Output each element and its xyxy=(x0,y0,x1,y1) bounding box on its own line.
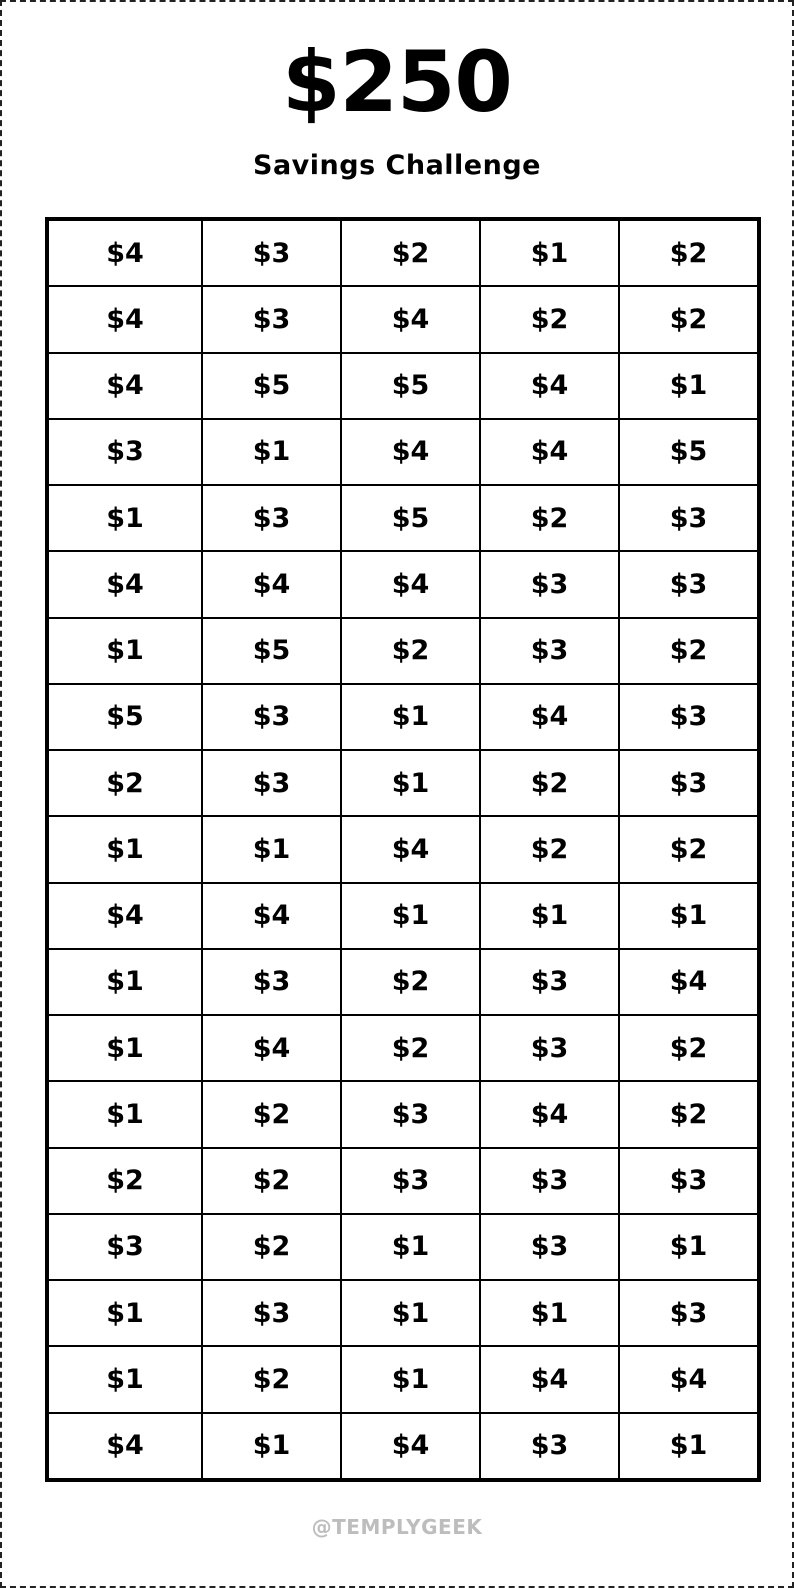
savings-cell[interactable]: $3 xyxy=(480,1413,619,1480)
grid-row xyxy=(47,1015,759,1081)
savings-cell[interactable]: $4 xyxy=(47,286,202,352)
savings-cell[interactable]: $2 xyxy=(341,618,480,684)
savings-cell[interactable]: $4 xyxy=(341,419,480,485)
savings-cell[interactable]: $1 xyxy=(341,1280,480,1346)
savings-cell[interactable]: $4 xyxy=(47,883,202,949)
grid-row xyxy=(47,1346,759,1412)
savings-cell[interactable]: $3 xyxy=(619,1280,759,1346)
savings-cell[interactable]: $1 xyxy=(480,883,619,949)
savings-cell[interactable]: $3 xyxy=(480,618,619,684)
savings-cell[interactable]: $4 xyxy=(47,353,202,419)
savings-cell[interactable]: $2 xyxy=(341,219,480,286)
savings-cell[interactable]: $2 xyxy=(47,1148,202,1214)
page-title: $250 xyxy=(282,33,512,131)
savings-cell[interactable]: $2 xyxy=(480,485,619,551)
grid-row xyxy=(47,353,759,419)
savings-cell[interactable]: $1 xyxy=(341,1346,480,1412)
savings-cell[interactable]: $4 xyxy=(202,1015,341,1081)
savings-cell[interactable]: $3 xyxy=(47,1214,202,1280)
savings-cell[interactable]: $1 xyxy=(47,485,202,551)
grid-row xyxy=(47,419,759,485)
savings-cell[interactable]: $1 xyxy=(619,883,759,949)
savings-cell[interactable]: $4 xyxy=(341,816,480,882)
grid-row xyxy=(47,750,759,816)
savings-cell[interactable]: $3 xyxy=(619,485,759,551)
grid-row xyxy=(47,1280,759,1346)
grid-row xyxy=(47,551,759,617)
savings-cell[interactable]: $3 xyxy=(202,1280,341,1346)
savings-cell[interactable]: $4 xyxy=(480,419,619,485)
savings-cell[interactable]: $5 xyxy=(341,353,480,419)
savings-cell[interactable]: $1 xyxy=(47,949,202,1015)
grid-row xyxy=(47,883,759,949)
grid-row xyxy=(47,1081,759,1147)
savings-cell[interactable]: $1 xyxy=(202,816,341,882)
savings-cell[interactable]: $4 xyxy=(202,883,341,949)
savings-cell[interactable]: $1 xyxy=(47,1346,202,1412)
footer-watermark: @TEMPLYGEEK xyxy=(311,1515,483,1539)
grid-row xyxy=(47,219,759,286)
savings-cell[interactable]: $3 xyxy=(202,750,341,816)
savings-cell[interactable]: $4 xyxy=(341,286,480,352)
savings-grid xyxy=(45,217,761,1482)
savings-cell[interactable]: $2 xyxy=(202,1214,341,1280)
grid-row xyxy=(47,1413,759,1480)
savings-cell[interactable]: $3 xyxy=(202,485,341,551)
savings-cell[interactable]: $4 xyxy=(619,949,759,1015)
savings-cell[interactable]: $1 xyxy=(47,1015,202,1081)
savings-cell[interactable]: $2 xyxy=(619,1015,759,1081)
savings-cell[interactable]: $3 xyxy=(202,949,341,1015)
savings-cell[interactable]: $1 xyxy=(47,1081,202,1147)
savings-cell[interactable]: $2 xyxy=(202,1081,341,1147)
savings-cell[interactable]: $4 xyxy=(480,1081,619,1147)
savings-cell[interactable]: $3 xyxy=(341,1148,480,1214)
savings-cell[interactable]: $1 xyxy=(480,1280,619,1346)
savings-cell[interactable]: $2 xyxy=(480,286,619,352)
savings-cell[interactable]: $3 xyxy=(480,1015,619,1081)
savings-cell[interactable]: $3 xyxy=(480,1148,619,1214)
savings-cell[interactable]: $4 xyxy=(619,1346,759,1412)
savings-cell[interactable]: $2 xyxy=(47,750,202,816)
savings-cell[interactable]: $4 xyxy=(341,551,480,617)
savings-cell[interactable]: $1 xyxy=(619,353,759,419)
savings-cell[interactable]: $4 xyxy=(341,1413,480,1480)
savings-cell[interactable]: $3 xyxy=(480,949,619,1015)
savings-cell[interactable]: $5 xyxy=(202,618,341,684)
savings-cell[interactable]: $2 xyxy=(202,1346,341,1412)
savings-cell[interactable]: $5 xyxy=(47,684,202,750)
savings-cell[interactable]: $1 xyxy=(619,1214,759,1280)
savings-cell[interactable]: $3 xyxy=(619,551,759,617)
savings-cell[interactable]: $1 xyxy=(202,1413,341,1480)
grid-row xyxy=(47,286,759,352)
savings-cell[interactable]: $2 xyxy=(341,949,480,1015)
grid-row xyxy=(47,1214,759,1280)
savings-cell[interactable]: $2 xyxy=(619,286,759,352)
savings-cell[interactable]: $1 xyxy=(202,419,341,485)
savings-cell[interactable]: $1 xyxy=(341,684,480,750)
grid-row xyxy=(47,1148,759,1214)
savings-cell[interactable]: $4 xyxy=(202,551,341,617)
savings-cell[interactable]: $1 xyxy=(341,750,480,816)
savings-cell[interactable]: $5 xyxy=(202,353,341,419)
savings-cell[interactable]: $3 xyxy=(480,551,619,617)
savings-cell[interactable]: $3 xyxy=(341,1081,480,1147)
grid-row xyxy=(47,816,759,882)
savings-cell[interactable]: $1 xyxy=(480,219,619,286)
savings-cell[interactable]: $2 xyxy=(202,1148,341,1214)
savings-cell[interactable]: $3 xyxy=(619,684,759,750)
grid-row xyxy=(47,684,759,750)
savings-cell[interactable]: $4 xyxy=(47,1413,202,1480)
savings-cell[interactable]: $3 xyxy=(480,1214,619,1280)
page-subtitle: Savings Challenge xyxy=(253,150,541,181)
savings-cell[interactable]: $5 xyxy=(619,419,759,485)
savings-cell[interactable]: $3 xyxy=(47,419,202,485)
grid-row xyxy=(47,485,759,551)
savings-cell[interactable]: $1 xyxy=(619,1413,759,1480)
savings-cell[interactable]: $4 xyxy=(47,219,202,286)
savings-cell[interactable]: $3 xyxy=(202,219,341,286)
savings-cell[interactable]: $3 xyxy=(202,286,341,352)
savings-cell[interactable]: $2 xyxy=(619,618,759,684)
savings-cell[interactable]: $2 xyxy=(619,816,759,882)
grid-row xyxy=(47,949,759,1015)
savings-cell[interactable]: $2 xyxy=(619,1081,759,1147)
savings-cell[interactable]: $3 xyxy=(202,684,341,750)
savings-cell[interactable]: $1 xyxy=(47,618,202,684)
savings-cell[interactable]: $1 xyxy=(47,816,202,882)
grid-row xyxy=(47,618,759,684)
savings-cell[interactable]: $2 xyxy=(619,219,759,286)
savings-cell[interactable]: $4 xyxy=(47,551,202,617)
savings-cell[interactable]: $1 xyxy=(341,883,480,949)
savings-cell[interactable]: $4 xyxy=(480,1346,619,1412)
savings-cell[interactable]: $1 xyxy=(341,1214,480,1280)
savings-grid-body xyxy=(47,219,759,1480)
savings-cell[interactable]: $3 xyxy=(619,750,759,816)
savings-cell[interactable]: $4 xyxy=(480,353,619,419)
savings-cell[interactable]: $1 xyxy=(47,1280,202,1346)
savings-cell[interactable]: $5 xyxy=(341,485,480,551)
savings-cell[interactable]: $3 xyxy=(619,1148,759,1214)
savings-cell[interactable]: $2 xyxy=(480,816,619,882)
savings-cell[interactable]: $2 xyxy=(480,750,619,816)
savings-cell[interactable]: $2 xyxy=(341,1015,480,1081)
savings-cell[interactable]: $4 xyxy=(480,684,619,750)
